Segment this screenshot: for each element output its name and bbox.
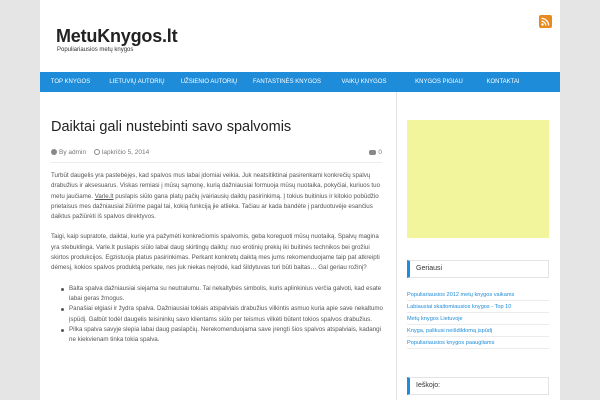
advertisement-banner[interactable] — [407, 120, 549, 238]
comments-link[interactable] — [369, 149, 382, 156]
comment-icon — [369, 150, 376, 155]
main-content — [40, 92, 396, 400]
sidebar-link[interactable]: Knyga, palikusi neišdildomą įspūdį — [407, 325, 549, 337]
widget-title-geriausi: Geriausi — [407, 260, 549, 278]
site-header — [40, 0, 560, 72]
site-title[interactable]: MetuKnygos.lt — [56, 26, 178, 46]
nav-item-kontaktai[interactable]: KONTAKTAI — [486, 79, 520, 85]
main-navigation — [40, 72, 560, 92]
sidebar-link[interactable]: Labiausiai skaitomiausios knygos - Top 10 — [407, 301, 549, 313]
list-item: Pilka spalva savyje slepia labai daug paslapčių. Nerekomenduojama save įrengti šios spalvos atspalviais, kadangi ne kiekvienam tinka tokia spalva. — [61, 325, 383, 346]
widget-list-geriausi — [407, 289, 549, 349]
nav-item-fantastines-knygos[interactable]: FANTASTINĖS KNYGOS — [253, 79, 321, 85]
post-meta — [51, 149, 382, 156]
widget-title-ieskojo: Ieškojo: — [407, 377, 549, 395]
post-body — [51, 171, 383, 345]
paragraph-1 — [51, 171, 383, 222]
nav-item-top-knygos[interactable]: TOP KNYGOS — [50, 79, 91, 85]
meta-divider — [51, 162, 382, 163]
rss-icon[interactable] — [539, 15, 552, 28]
paragraph-1-text-end: puslapis siūlo gana platų pačių įvairiausių daiktų pasirinkimą. Į tokius buitinius ir kitokio pobūdžio prietaisus mes dažniausiai žiūrime pagal tai, kokią funkciją jie atlieka. Tačiau ar kada bandėte į parduotuvėje esančius daiktus pažiūrėti iš spalvos direktyvos. — [51, 192, 379, 221]
paragraph-2: Taigi, kaip supratote, daiktai, kurie yra pažymėti konkrečiomis spalvomis, geba koreguoti mūsų nuotaiką. Spalvų magina yra stebuklinga. Varle.lt puslapis siūlo labai daug skirtingų daiktų: nuo erotinių prekių iki buitinės technikos bei grožiui skirtos produkcijos. Egzistuoja platus pasirinkimas. Perkant konkretų daiktą mes jums rekomenduojame taip pat atkreipti dėmesį, kokios spalvos produktą perkate, nes juk niekas neįrodė, kad šildytuvas turi būti baltas… Gal geriau rožinį? — [51, 233, 380, 272]
list-item: Panašiai elgiasi ir žydra spalva. Dažniausiai tokiais atspalviais drabužius vilkintis asmuo kuria apie save nekaltumo įspūdį. Galbūt todėl daugelis teisininkų savo klientams siūlo per teismus vilkėti būtent tokios spalvos drabužius. — [61, 304, 383, 325]
nav-item-uzsienio-autoriu[interactable]: UŽSIENIO AUTORIŲ — [180, 79, 238, 85]
sidebar-link[interactable]: Metų knygos Lietuvoje — [407, 313, 549, 325]
sidebar-link[interactable]: Populiariausios knygos paaugliams — [407, 337, 549, 349]
comment-count: 0 — [378, 149, 382, 156]
bullet-list — [61, 284, 383, 346]
varle-link[interactable]: Varle.lt — [94, 192, 114, 200]
post-author[interactable]: By admin — [59, 149, 87, 156]
nav-item-lietuviu-autoriu[interactable]: LIETUVIŲ AUTORIŲ — [109, 79, 165, 85]
user-icon — [51, 149, 57, 155]
page — [40, 0, 560, 400]
nav-item-knygos-pigiau[interactable]: KNYGOS PIGIAU — [415, 79, 463, 85]
clock-icon — [94, 149, 100, 155]
site-description: Populiariausios metų knygos — [57, 47, 134, 53]
nav-item-vaiku-knygos[interactable]: VAIKŲ KNYGOS — [341, 79, 387, 85]
post-date[interactable]: lapkričio 5, 2014 — [101, 149, 150, 156]
post-title[interactable]: Daiktai gali nustebinti savo spalvomis — [51, 119, 292, 135]
list-item: Balta spalva dažniausiai siejama su neutralumu. Tai nekaltybės simbolis, kuris aplinkinius verčia galvoti, kad esate labai geras žmogus. — [61, 284, 383, 305]
sidebar — [397, 92, 560, 400]
paragraph-1-text: Turbūt daugelis yra pastebėjęs, kad spalvos mus labai įdomiai veikia. Juk neatsitiktinai pasirenkami konkrečių spalvų drabužius ir aksesuarus. Viskas remiasi į mūsų sąmonę, kurią dažniausiai formuoja mūsų nuotaika, pokyčiai, kuriuos tuo metu jaučiame. — [51, 172, 381, 200]
sidebar-link[interactable]: Populiariausios 2012 metų knygos vaikams — [407, 289, 549, 301]
